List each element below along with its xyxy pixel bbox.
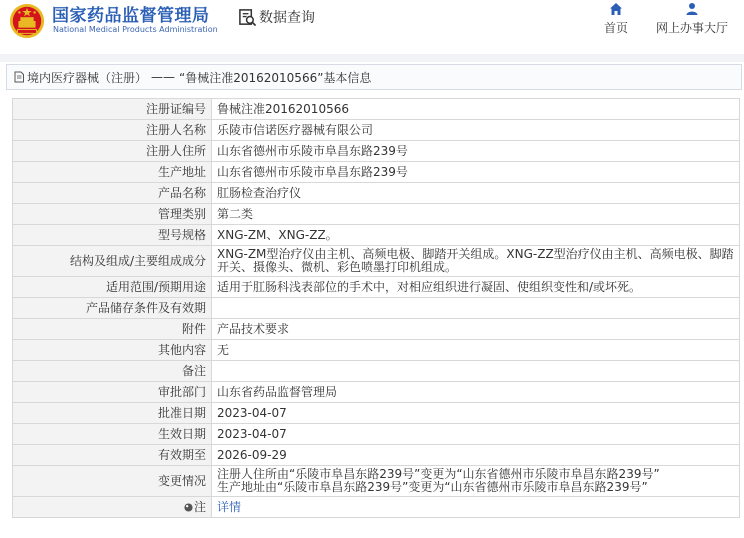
- document-icon: [13, 71, 25, 83]
- row-value: 鲁械注准20162010566: [212, 99, 740, 120]
- national-emblem-icon: [8, 2, 46, 40]
- row-label: 备注: [13, 361, 212, 382]
- table-row: [13, 466, 740, 497]
- page-title: “鲁械注准20162010566”基本信息: [179, 70, 372, 85]
- detail-table: [12, 98, 740, 518]
- row-value: 2026-09-29: [212, 445, 740, 466]
- table-row: [13, 204, 740, 225]
- row-value: [212, 361, 740, 382]
- note-icon: [184, 503, 193, 512]
- table-row: [13, 403, 740, 424]
- table-row: [13, 319, 740, 340]
- row-label: 结构及组成/主要组成成分: [13, 246, 212, 277]
- table-row: [13, 424, 740, 445]
- table-row: [13, 162, 740, 183]
- row-value: 山东省药品监督管理局: [212, 382, 740, 403]
- page-title-bar: [6, 64, 742, 90]
- nav-home[interactable]: [600, 0, 632, 36]
- header: [0, 0, 744, 48]
- row-label: 其他内容: [13, 340, 212, 361]
- row-value: 2023-04-07: [212, 403, 740, 424]
- row-label: 注册人住所: [13, 141, 212, 162]
- row-label: 注册证编号: [13, 99, 212, 120]
- row-value: 注册人住所由“乐陵市阜昌东路239号”变更为“山东省德州市乐陵市阜昌东路239号” 生产地址由“乐陵市阜昌东路239号”变更为“山东省德州市乐陵市阜昌东路239号”: [212, 466, 740, 497]
- details-link[interactable]: 详情: [217, 499, 242, 514]
- table-row: [13, 183, 740, 204]
- brand-name: 国家药品监督管理局: [52, 6, 210, 26]
- row-label: 产品储存条件及有效期: [13, 298, 212, 319]
- row-value: XNG-ZM型治疗仪由主机、高频电极、脚踏开关组成。XNG-ZZ型治疗仪由主机、高频电极、脚踏开关、摄像头、微机、彩色喷墨打印机组成。: [212, 246, 740, 277]
- nav-online-hall-label: 网上办事大厅: [655, 21, 728, 35]
- row-value: 山东省德州市乐陵市阜昌东路239号: [212, 162, 740, 183]
- table-row: [13, 298, 740, 319]
- row-value: 山东省德州市乐陵市阜昌东路239号: [212, 141, 740, 162]
- row-value: [212, 298, 740, 319]
- row-label: 注册人名称: [13, 120, 212, 141]
- breadcrumb-category[interactable]: 境内医疗器械（注册）: [27, 70, 148, 85]
- table-row: [13, 141, 740, 162]
- row-label: 型号规格: [13, 225, 212, 246]
- row-label: 产品名称: [13, 183, 212, 204]
- row-value: 2023-04-07: [212, 424, 740, 445]
- row-value: XNG-ZM、XNG-ZZ。: [212, 225, 740, 246]
- table-row-note: [13, 497, 740, 518]
- brand-name-en: National Medical Products Administration: [53, 25, 218, 34]
- table-row: [13, 277, 740, 298]
- row-label: 审批部门: [13, 382, 212, 403]
- nav-home-label: 首页: [603, 21, 628, 35]
- row-value: 适用于肛肠科浅表部位的手术中，对相应组织进行凝固、使组织变性和/或坏死。: [212, 277, 740, 298]
- header-divider: [0, 54, 744, 62]
- row-label: 变更情况: [13, 466, 212, 497]
- row-value: 产品技术要求: [212, 319, 740, 340]
- nav-online-hall[interactable]: [652, 0, 732, 36]
- data-query-label: 数据查询: [259, 10, 315, 26]
- table-row: [13, 340, 740, 361]
- row-value: 肛肠检查治疗仪: [212, 183, 740, 204]
- data-query-icon: [238, 8, 257, 27]
- table-row: [13, 99, 740, 120]
- row-label: 生效日期: [13, 424, 212, 445]
- row-value: 无: [212, 340, 740, 361]
- row-label: 附件: [13, 319, 212, 340]
- row-value: 乐陵市信诺医疗器械有限公司: [212, 120, 740, 141]
- row-label: 批准日期: [13, 403, 212, 424]
- table-row: [13, 120, 740, 141]
- user-icon: [685, 2, 699, 16]
- table-row: [13, 246, 740, 277]
- home-icon: [609, 2, 623, 16]
- table-row: [13, 445, 740, 466]
- detail-table-wrap: [12, 98, 740, 518]
- note-value-cell: [212, 497, 740, 518]
- table-row: [13, 225, 740, 246]
- row-value: 第二类: [212, 204, 740, 225]
- table-row: [13, 382, 740, 403]
- table-row: [13, 361, 740, 382]
- row-label: 生产地址: [13, 162, 212, 183]
- breadcrumb-separator: ——: [151, 70, 176, 84]
- row-label: 适用范围/预期用途: [13, 277, 212, 298]
- data-query-link[interactable]: [238, 6, 315, 28]
- note-label-cell: [13, 497, 212, 518]
- row-label: 管理类别: [13, 204, 212, 225]
- note-label: 注: [193, 499, 206, 514]
- row-label: 有效期至: [13, 445, 212, 466]
